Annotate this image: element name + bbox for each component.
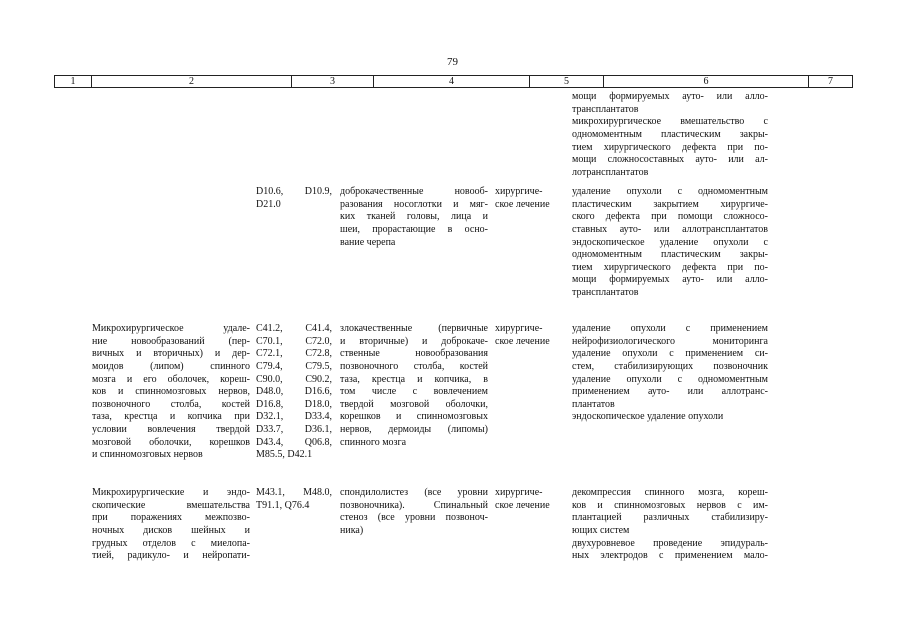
text-line: ных электродов с применением мало- — [572, 550, 768, 562]
diagnosis-code: C72.1, — [256, 348, 283, 360]
text-line: микрохирургическое вмешательство с — [572, 116, 768, 128]
text-line: мозга и его оболочек, кореш- — [92, 373, 250, 385]
text-line: твердой мозговой оболочки, — [340, 398, 488, 410]
diagnosis-code: C72.0, — [305, 335, 332, 347]
diagnosis-code — [299, 449, 332, 462]
diagnosis-code: D33.4, — [304, 411, 332, 423]
text-line: применением ауто- или аллотранс- — [572, 386, 768, 398]
text-line: ского дефекта при помощи сложносо- — [572, 211, 768, 223]
text-line: вичных и вторичных) и дер- — [92, 348, 250, 360]
text-line: нейрофизиологического мониторинга — [572, 335, 768, 347]
text-line: доброкачественные новооб- — [340, 186, 488, 197]
diagnosis-code: C90.0, — [256, 373, 283, 385]
row3-care-type — [92, 487, 250, 563]
text-line: хирургиче- — [495, 487, 543, 498]
diagnosis-code: M43.1, — [256, 487, 285, 498]
text-line: плантатов — [572, 398, 615, 410]
diagnosis-code: D10.6, — [256, 186, 284, 197]
diagnosis-code: D10.9, — [304, 186, 332, 197]
text-line: и спинномозговых нервов — [92, 449, 203, 461]
text-line: позвоночного столба, костей — [340, 360, 488, 372]
text-line: удаление опухоли с одномоментным — [572, 373, 768, 385]
text-line: спондилолистез (все уровни — [340, 487, 488, 498]
row3-treatment-methods — [572, 487, 768, 563]
diagnosis-code: M85.5, D42.1 — [256, 449, 313, 461]
column-header-7: 7 — [809, 76, 853, 88]
row2-care-type — [92, 323, 250, 462]
text-line: ночных дисков шейных и — [92, 524, 250, 536]
row2-treatment-methods — [572, 323, 768, 424]
diagnosis-code: D16.6, — [304, 386, 332, 398]
column-header-row — [54, 75, 853, 88]
text-line: ставных ауто- или аллотрансплантатов — [572, 223, 768, 235]
text-line: спинного мозга — [340, 436, 407, 448]
row2-diagnosis-codes — [256, 323, 332, 462]
column-header-5: 5 — [530, 76, 604, 88]
text-line: нервов, дермоиды (липомы) — [340, 424, 488, 436]
text-line: двухуровневое проведение эпидураль- — [572, 537, 768, 549]
diagnosis-code: D16.8, — [256, 398, 284, 410]
row3-diagnosis-codes — [256, 487, 332, 512]
diagnosis-code: D32.1, — [256, 411, 284, 423]
diagnosis-code — [299, 199, 332, 212]
text-line: тией, радикуло- и нейропати- — [92, 550, 250, 562]
diagnosis-code: C90.2, — [305, 373, 332, 385]
diagnosis-code: D43.4, — [256, 436, 284, 448]
text-line: ское лечение — [495, 335, 550, 347]
text-line: ственные новообразования — [340, 348, 488, 360]
text-line: ние новообразований (пер- — [92, 335, 250, 347]
text-line: ника) — [340, 524, 364, 536]
text-line: корешков и спинномозговых — [340, 411, 488, 423]
row2-treatment-type — [495, 323, 565, 348]
diagnosis-code: M48.0, — [303, 487, 332, 498]
text-line: трансплантатов — [572, 103, 639, 115]
text-line: удаление опухоли с одномоментным — [572, 186, 768, 197]
text-line: эндоскопическое удаление опухоли с — [572, 236, 768, 248]
text-line: декомпрессия спинного мозга, кореш- — [572, 487, 768, 498]
text-line: шеи, прорастающие в осно- — [340, 223, 488, 235]
text-line: ское лечение — [495, 198, 550, 210]
text-line: позвоночного столба, костей — [92, 398, 250, 410]
diagnosis-code: C41.4, — [305, 323, 332, 334]
row3-disease-model — [340, 487, 488, 538]
text-line: стеноз (все уровни позвоноч- — [340, 512, 488, 524]
text-line: мощи формируемых ауто- или алло- — [572, 274, 768, 286]
text-line: удаление опухоли с применением — [572, 323, 768, 334]
text-line: скопические вмешательства — [92, 499, 250, 511]
text-line: ющих систем — [572, 524, 630, 536]
text-line: ское лечение — [495, 499, 550, 511]
diagnosis-code: C79.5, — [305, 360, 332, 372]
text-line: моидов (липом) спинного — [92, 360, 250, 372]
column-header-1: 1 — [55, 76, 92, 88]
row3-treatment-type — [495, 487, 565, 512]
diagnosis-code: C79.4, — [256, 360, 283, 372]
column-header-3: 3 — [292, 76, 374, 88]
text-line: хирургиче- — [495, 186, 543, 197]
diagnosis-code: Q06.8, — [304, 436, 332, 448]
text-line: том числе с вовлечением — [340, 386, 488, 398]
text-line: лотрансплантатов — [572, 166, 649, 178]
text-line: позвоночника). Спинальный — [340, 499, 488, 511]
diagnosis-code: D36.1, — [304, 424, 332, 436]
row2-disease-model — [340, 323, 488, 449]
text-line: плантацией различных стабилизиру- — [572, 512, 768, 524]
column-header-2: 2 — [92, 76, 292, 88]
continuation-methods — [572, 91, 768, 179]
row1-disease-model — [340, 186, 488, 249]
text-line: и вторичные) и доброкаче- — [340, 335, 488, 347]
text-line: тием хирургического дефекта при по- — [572, 141, 768, 153]
text-line: удаление опухоли с применением си- — [572, 348, 768, 360]
diagnosis-code: D21.0 — [256, 198, 281, 210]
text-line: хирургиче- — [495, 323, 543, 334]
diagnosis-code: T91.1, Q76.4 — [256, 499, 310, 511]
diagnosis-code: C41.2, — [256, 323, 283, 334]
diagnosis-code: C70.1, — [256, 335, 283, 347]
diagnosis-code: D33.7, — [256, 424, 284, 436]
text-line: Микрохирургическое удале- — [92, 323, 250, 334]
text-line: одномоментным пластическим закры- — [572, 128, 768, 140]
column-header-6: 6 — [604, 76, 809, 88]
text-line: вание черепа — [340, 236, 396, 248]
text-line: злокачественные (первичные — [340, 323, 488, 334]
text-line: мощи формируемых ауто- или алло- — [572, 91, 768, 102]
text-line: условии вовлечения твердой — [92, 424, 250, 436]
row1-diagnosis-codes — [256, 186, 332, 211]
row1-treatment-type — [495, 186, 565, 211]
text-line: таза, крестца и копчика при — [92, 411, 250, 423]
page-number: 79 — [447, 56, 458, 68]
row1-treatment-methods — [572, 186, 768, 300]
text-line: при поражениях межпозво- — [92, 512, 250, 524]
text-line: разования носоглотки и мяг- — [340, 198, 488, 210]
text-line: трансплантатов — [572, 287, 639, 299]
text-line: одномоментным пластическим закры- — [572, 249, 768, 261]
text-line: ких тканей головы, лица и — [340, 211, 488, 223]
text-line: мозговой оболочки, корешков — [92, 436, 250, 448]
text-line: таза, крестца и копчика, в — [340, 373, 488, 385]
text-line: ков и спинномозговых нервов, — [92, 386, 250, 398]
text-line: тием хирургического дефекта при по- — [572, 261, 768, 273]
text-line: пластическим закрытием хирургиче- — [572, 198, 768, 210]
text-line: эндоскопическое удаление опухоли — [572, 411, 724, 423]
text-line: грудных отделов с миелопа- — [92, 537, 250, 549]
diagnosis-code: D18.0, — [304, 398, 332, 410]
column-header-4: 4 — [374, 76, 530, 88]
text-line: Микрохирургические и эндо- — [92, 487, 250, 498]
diagnosis-code: D48.0, — [256, 386, 284, 398]
text-line: ков и спинномозговых нервов с им- — [572, 499, 768, 511]
text-line: стем, стабилизирующих позвоночник — [572, 360, 768, 372]
diagnosis-code — [299, 500, 332, 513]
text-line: мощи сложносоставных ауто- или ал- — [572, 154, 768, 166]
diagnosis-code: C72.8, — [305, 348, 332, 360]
